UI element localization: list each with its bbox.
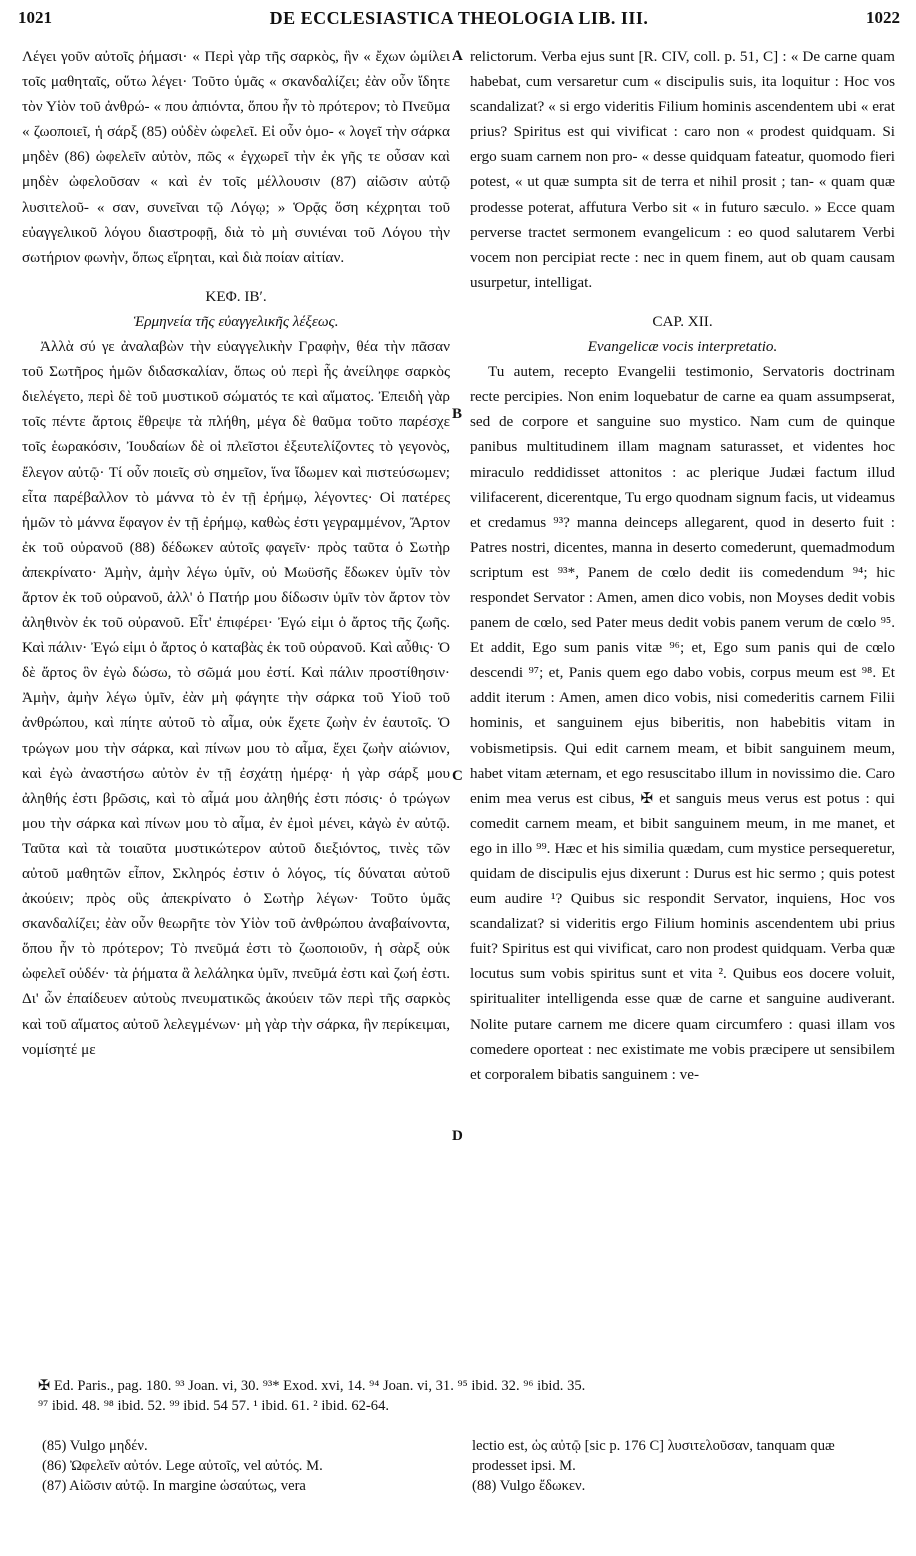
right-column-number: 1022 <box>866 8 900 27</box>
latin-chapter-heading: CAP. XII. <box>652 312 713 330</box>
critical-note-86: (86) Ὠφελεῖν αὐτόν. Lege αὐτοῖς, vel αὐτός. M. <box>42 1458 323 1474</box>
latin-column <box>470 44 895 1087</box>
margin-marker-b: B <box>452 406 463 422</box>
left-column-number: 1021 <box>18 8 52 27</box>
critical-notes-right <box>472 1436 892 1496</box>
greek-intro-paragraph: Λέγει γοῦν αὐτοῖς ῥήμασι· « Περὶ γὰρ τῆς σαρκὸς, ἣν « ἔχων ὡμίλει τοῖς μαθηταῖς, οὕτω λέγει· Τοῦτο ὑμᾶς « σκανδαλίζει; ἐὰν οὖν ἴδητε τὸν Υἱὸν τοῦ ἀνθρώ- « που ἀπιόντα, ὅπου ἦν τὸ πρότερον; τὸ Πνεῦμα « ζωοποιεῖ, ἡ σάρξ (85) οὐδὲν ὠφελεῖ. Εἰ οὖν ὁμο- « λογεῖ τὴν σάρκα μηδὲν (86) ὠφελεῖν αὐτὸν, πῶς « ἐγχωρεῖ τὴν ἐκ γῆς τε οὖσαν καὶ μηδὲν ὠφελοῦσαν « καὶ ἐν τοῖς μέλλουσιν (87) αἰῶσιν αὐτῷ λυσιτελοῦ- « σαν, συνεῖναι τῷ Λόγῳ; » Ὁρᾷς ὅση κέχρηται τοῦ εὐαγγελικοῦ λόγου διαστροφῇ, διὰ τὸ μὴ συνιέναι τοῦ Λόγου τὴν σωτήριον φωνὴν, ὅπως εἴρηται, καὶ διὰ ποίαν αἰτίαν. <box>22 48 450 266</box>
critical-note-85: (85) Vulgo μηδέν. <box>42 1438 148 1454</box>
page-header <box>18 8 900 34</box>
latin-intro-paragraph: relictorum. Verba ejus sunt [R. CIV, coll. p. 51, C] : « De carne quam habebat, cum versaretur cum « discipulis suis, ita loquitur : Hoc vos scandalizat? « si ergo videritis Filium hominis ascendentem ubi « erat prius? Spiritus est qui vivificat : caro non « prodest quidquam. Si ergo suam carnem non pro- « desse quidquam fateatur, quomodo fieri potest, « ut quæ sumpta sit de terra et nihil prosit ; tan- « quam quæ prodesse poterat, affutura Verbo sit « in futuro sæculo. » Ecce quam perverse tractet sermonem evangelicum : eo quod salutarem Verbi vocem non percipiat recte : nec in quem finem, aut ob quam causam usurpetur, intelligat. <box>470 48 895 291</box>
critical-note-88: (88) Vulgo ἔδωκεν. <box>472 1478 586 1494</box>
latin-body-paragraph: Tu autem, recepto Evangelii testimonio, Servatoris doctrinam recte percipies. Non enim loquebatur de carne ea quam assumpserat, sed de corpore et sanguine suo mystico. Nam cum de quinque panibus multitudinem illam magnam saturasset, et videntes hoc miraculo reddidisset attonitos : ac plerique Judæi factum illud vilifacerent, dicerentque, Tu ergo quodnam signum facis, ut videamus et credamus ⁹³? manna deinceps allegarent, quod in deserto fuit : Patres nostri, dicentes, manna in deserto comederunt, quemadmodum scriptum est ⁹³*, Panem de cœlo dedit iis comedendum ⁹⁴; hic respondet Servator : Amen, amen dico vobis, non Moyses dedit vobis panem de cœlo, sed Pater meus dedit vobis panem verum de cœlo ⁹⁵. Et addit, Ego sum panis vitæ ⁹⁶; et, Ego sum panis qui de cœlo descendi ⁹⁷; et, Panis quem ego dabo vobis, corpus meum est ⁹⁸. Et addit iterum : Amen, amen dico vobis, nisi comederitis carnem Filii hominis, et sanguinem ejus biberitis, non habebitis vitam in vobismetipsis. Qui edit carnem meam, et bibit sanguinem meum, habet vitam æternam, et ego resuscitabo illum in novissimo die. Caro enim mea verus est cibus, ✠ et sanguis meus verus est potus : qui comedit carnem meam, et bibit sanguinem meum, in me manet, et ego in illo ⁹⁹. Hæc et his similia quædam, cum mystice persequeretur, quidam de discipulis ejus dixerunt : Durus est hic sermo ; quis potest eum audire ¹? Quibus sic respondit Servator, inquiens, Hoc vos scandalizat? si videritis ergo Filium hominis ascendentem ubi prius fuit? Spiritus est qui vivificat, caro non prodest quidquam. Verba quæ locutus sum vobis spiritus sunt et vita ². Quibus eos docere voluit, spiritualiter intelligenda esse quæ de carne et sanguine audiverant. Nolite putare carnem me dicere quam circumfero : quasi illam vos comedere oporteat : nec existimate me vobis præcipere ut sensibilem et corporalem bibatis sanguinem : ve- <box>470 363 895 1083</box>
margin-marker-a: A <box>452 48 463 64</box>
greek-column <box>22 44 450 1062</box>
reference-line-1: ✠ Ed. Paris., pag. 180. ⁹³ Joan. vi, 30. ⁹³* Exod. xvi, 14. ⁹⁴ Joan. vi, 31. ⁹⁵ ibid. 32. ⁹⁶ ibid. 35. <box>38 1378 586 1394</box>
margin-marker-c: C <box>452 768 463 784</box>
reference-line-2: ⁹⁷ ibid. 48. ⁹⁸ ibid. 52. ⁹⁹ ibid. 54 57. ¹ ibid. 61. ² ibid. 62-64. <box>38 1398 390 1414</box>
latin-chapter-subtitle: Evangelicæ vocis interpretatio. <box>587 338 778 356</box>
greek-body-paragraph: Ἀλλὰ σύ γε ἀναλαβὼν τὴν εὐαγγελικὴν Γραφὴν, θέα τὴν πᾶσαν τοῦ Σωτῆρος ἡμῶν διδασκαλίαν, ὅπως οὐ περὶ ἧς ἀνείληφε σαρκὸς διελέγετο, περὶ δὲ τοῦ μυστικοῦ σώματός τε καὶ αἵματος. Ἐπειδὴ γὰρ τοῖς πέντε ἄρτοις ἔθρεψε τὰ πλήθη, μέγα δὲ θαῦμα τοῦτο παρέσχε τοῖς ἑωρακόσιν, Ἰουδαίων δὲ οἱ πλεῖστοι ἐξευτελίζοντες τὸ γεγονὸς, ἔλεγον αὐτῷ· Τί οὖν ποιεῖς σὺ σημεῖον, ἵνα ἴδωμεν καὶ πιστεύσωμεν; εἶτα παρέβαλλον τὸ μάννα τὸ ἐν τῇ ἐρήμῳ, λέγοντες· Οἱ πατέρες ἡμῶν τὸ μάννα ἔφαγον ἐν τῇ ἐρήμῳ, καθὼς ἐστι γεγραμμένον, Ἄρτον ἐκ τοῦ οὐρανοῦ (88) δέδωκεν αὐτοῖς φαγεῖν· πρὸς ταῦτα ὁ Σωτὴρ ἀπεκρίνατο· Ἀμὴν, ἀμὴν λέγω ὑμῖν, οὐ Μωϋσῆς ἔδωκεν ὑμῖν τὸν ἄρτον ἐκ τοῦ οὐρανοῦ, ἀλλ' ὁ Πατήρ μου δίδωσιν ὑμῖν τὸν ἄρτον τὸν ἀληθινὸν ἐκ τοῦ οὐρανοῦ. Εἶτ' ἐπιφέρει· Ἐγώ εἰμι ὁ ἄρτος τῆς ζωῆς. Καὶ πάλιν· Ἐγώ εἰμι ὁ ἄρτος ὁ καταβὰς ἐκ τοῦ οὐρανοῦ. Καὶ αὖθις· Ὁ δὲ ἄρτος ὃν ἐγὼ δώσω, τὸ σῶμά μου ἐστί. Καὶ πάλιν προστίθησιν· Ἀμὴν, ἀμὴν λέγω ὑμῖν, ἐὰν μὴ φάγητε τὴν σάρκα τοῦ Υἱοῦ τοῦ ἀνθρώπου, καὶ πίητε αὐτοῦ τὸ αἷμα, οὐκ ἔχετε ζωὴν ἐν ἑαυτοῖς. Ὁ τρώγων μου τὴν σάρκα, καὶ πίνων μου τὸ αἷμα, ἔχει ζωὴν αἰώνιον, καὶ ἐγὼ ἀναστήσω αὐτὸν ἐν τῇ ἐσχάτῃ ἡμέρᾳ· ἡ γὰρ σάρξ μου ἀληθής ἐστι βρῶσις, καὶ τὸ αἷμά μου ἀληθής ἐστι πόσις· ὁ τρώγων μου τὴν σάρκα καὶ πίνων μου τὸ αἷμα, ἐν ἐμοὶ μένει, κἀγὼ ἐν αὐτῷ. Ταῦτα καὶ τὰ τοιαῦτα μυστικώτερον αὐτοῦ διεξιόντος, τινὲς τῶν αὐτοῦ μαθητῶν εἶπον, Σκληρός ἐστιν ὁ λόγος, τίς δύναται αὐτοῦ ἀκούειν; πρὸς οὓς ἀπεκρίνατο ὁ Σωτὴρ λέγων· Τοῦτο ὑμᾶς σκανδαλίζει; ἐὰν οὖν θεωρῆτε τὸν Υἱὸν τοῦ ἀνθρώπου ἀναβαίνοντα, ὅπου ἦν τὸ πρότερον; Τὸ πνεῦμά ἐστι τὸ ζωοποιοῦν, ἡ σὰρξ οὐκ ὠφελεῖ οὐδέν· τὰ ῥήματα ἃ λελάληκα ὑμῖν, πνεῦμά ἐστι καὶ ζωή ἐστι. Δι' ὧν ἐπαίδευεν αὐτοὺς πνευματικῶς ἀκούειν τῶν περὶ τῆς σαρκὸς καὶ τοῦ αἵματος αὐτοῦ λελεγμένων· μὴ γὰρ τὴν σάρκα, ἣν περίκειμαι, νομίσητέ με <box>22 338 450 1058</box>
running-title: DE ECCLESIASTICA THEOLOGIA LIB. III. <box>269 8 649 28</box>
margin-marker-d: D <box>452 1128 463 1144</box>
greek-chapter-heading: ΚΕΦ. ΙΒʹ. <box>205 287 267 305</box>
greek-chapter-subtitle: Ἑρμηνεία τῆς εὐαγγελικῆς λέξεως. <box>133 312 339 330</box>
critical-notes-left <box>42 1436 452 1496</box>
critical-note-87-continued: lectio est, ὡς αὐτῷ [sic p. 176 C] λυσιτελοῦσαν, tanquam quæ prodesset ipsi. M. <box>472 1438 835 1474</box>
scripture-references <box>38 1376 878 1416</box>
critical-note-87: (87) Αἰῶσιν αὐτῷ. In margine ὡσαύτως, vera <box>42 1478 306 1494</box>
